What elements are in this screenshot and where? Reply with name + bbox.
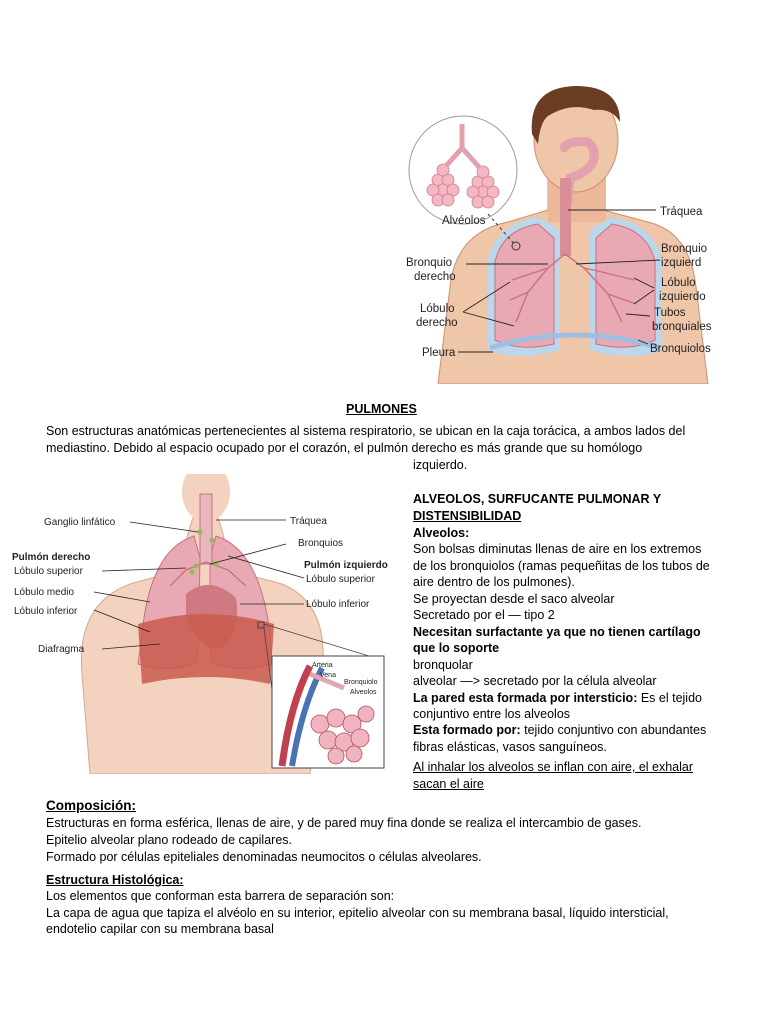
label-ganglio: Ganglio linfático — [44, 517, 116, 528]
label-traquea-fig2: Tráquea — [290, 516, 327, 527]
label-traquea-fig1: Tráquea — [660, 206, 703, 218]
intro-line-2: mediastino. Debido al espacio ocupado por el corazón, el pulmón derecho es más grande que su homólogo — [46, 441, 643, 455]
label-alveolos-fig2: Alveolos — [350, 689, 377, 696]
right-line-3: aire dentro de los pulmones). — [413, 575, 575, 589]
intro-line-1: Son estructuras anatómicas pertenecientes al sistema respiratorio, se ubican en la caja torácica, a ambos lados del — [46, 424, 686, 438]
label-tubos-line2: bronquiales — [652, 321, 712, 333]
histologica-heading: Estructura Histológica: — [46, 873, 184, 887]
right-title-line2: DISTENSIBILIDAD — [413, 509, 522, 523]
histologica-line-3: endotelio capilar con su membrana basal — [46, 922, 274, 936]
right-line-13: fibras elásticas, vasos sanguíneos. — [413, 740, 607, 754]
label-lobulo-der-line2: derecho — [416, 317, 458, 329]
right-title-line1: ALVEOLOS, SURFUCANTE PULMONAR Y — [413, 492, 662, 506]
label-lobulo-inferior-d: Lóbulo inferior — [14, 606, 78, 617]
label-bronquio-der-line1: Bronquio — [406, 257, 453, 269]
label-bronquios: Bronquios — [298, 538, 344, 549]
composicion-line-1: Estructuras en forma esférica, llenas de aire, y de pared muy fina donde se realiza el intercambio de gases. — [46, 816, 642, 830]
right-line-1: Son bolsas diminutas llenas de aire en los extremos — [413, 542, 702, 556]
label-alveolos-fig1: Alvéolos — [442, 215, 486, 227]
composicion-line-2: Epitelio alveolar plano rodeado de capilares. — [46, 833, 292, 847]
label-lobulo-medio: Lóbulo medio — [14, 587, 75, 598]
label-lobulo-der-line1: Lóbulo — [420, 303, 455, 315]
label-lobulo-izq-line1: Lóbulo — [661, 277, 696, 289]
figure-lung-anatomy — [10, 474, 395, 774]
right-line-15: sacan el aire — [413, 777, 484, 791]
composicion-heading: Composición: — [46, 798, 136, 813]
left-lung-shape — [596, 224, 655, 347]
alveolos-heading: Alveolos: — [413, 526, 470, 540]
figure-respiratory-system-man — [398, 82, 728, 384]
label-lobulo-inferior-i: Lóbulo inferior — [306, 599, 370, 610]
histologica-line-2: La capa de agua que tapiza el alvéolo en su interior, epitelio alveolar con su membrana basal, líquido intersticial, — [46, 906, 669, 920]
right-line-12-bold: Esta formado por: — [413, 723, 521, 737]
composicion-line-3: Formado por células epiteliales denominadas neumocitos o células alveolares. — [46, 850, 482, 864]
label-lobulo-izq-line2: izquierdo — [659, 291, 706, 303]
right-line-11: conjuntivo entre los alveolos — [413, 707, 571, 721]
label-pulmon-izquierdo: Pulmón izquierdo — [304, 560, 388, 571]
right-line-2: de los bronquiolos (ramas pequeñitas de los tubos de — [413, 559, 710, 573]
label-pulmon-derecho: Pulmón derecho — [12, 552, 91, 563]
label-diafragma: Diafragma — [38, 644, 85, 655]
right-line-12-rest: tejido conjuntivo con abundantes — [520, 723, 707, 737]
label-arteria: Arteria — [312, 662, 333, 669]
label-lobulo-superior-i: Lóbulo superior — [306, 574, 375, 585]
label-vena: Vena — [320, 672, 336, 679]
right-line-5: Secretado por el — tipo 2 — [413, 608, 555, 622]
right-line-12 — [413, 722, 706, 739]
label-bronquiolos-fig1: Bronquiolos — [650, 343, 711, 355]
label-bronquio-der-line2: derecho — [414, 271, 456, 283]
right-line-9: alveolar —> secretado por la célula alveolar — [413, 674, 657, 688]
trachea-shape — [560, 178, 571, 256]
label-bronquiolo: Bronquiolo — [344, 679, 378, 686]
right-line-4: Se proyectan desde el saco alveolar — [413, 592, 615, 606]
label-lobulo-superior-d: Lóbulo superior — [14, 566, 83, 577]
diaphragm-shape — [138, 614, 274, 684]
right-line-10-rest: Es el tejido — [637, 691, 702, 705]
intro-line-3: izquierdo. — [413, 458, 468, 472]
right-line-7: que lo soporte — [413, 641, 500, 655]
label-pleura: Pleura — [422, 347, 456, 359]
label-bronquio-izq-line2: izquierd — [661, 257, 702, 269]
trachea-fig2 — [200, 494, 212, 564]
right-line-6: Necesitan surfactante ya que no tienen cartílago — [413, 625, 701, 639]
label-tubos-line1: Tubos — [654, 307, 686, 319]
right-line-10 — [413, 690, 702, 707]
label-bronquio-izq-line1: Bronquio — [661, 243, 708, 255]
histologica-line-1: Los elementos que conforman esta barrera de separación son: — [46, 889, 395, 903]
right-line-14: Al inhalar los alveolos se inflan con aire, el exhalar — [413, 760, 694, 774]
right-line-10-bold: La pared esta formada por intersticio: — [413, 691, 638, 705]
right-line-8: bronquolar — [413, 658, 473, 672]
heading-pulmones: PULMONES — [346, 402, 417, 416]
